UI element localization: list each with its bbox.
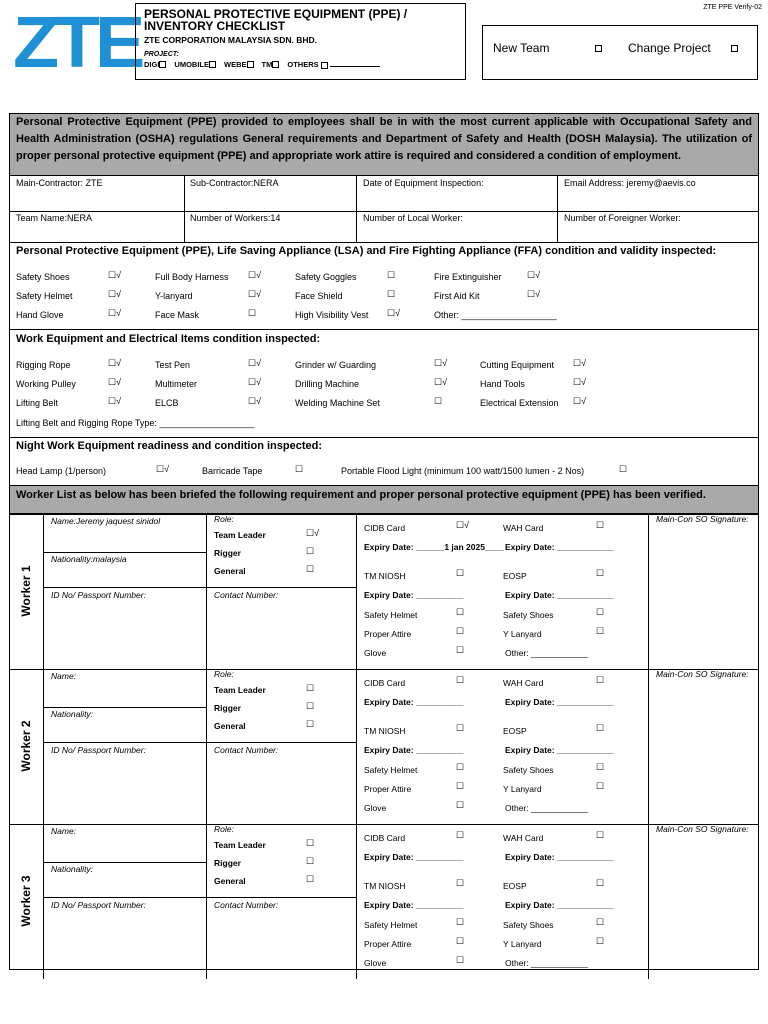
safety-helmet-label: Safety Helmet <box>364 920 418 930</box>
checkbox-icon[interactable]: ☐ <box>456 723 465 733</box>
email-field[interactable]: Email Address: jeremy@aevis.co <box>564 178 696 188</box>
checklist-item-label: Portable Flood Light (minimum 100 watt/1500 lumen - 2 Nos) <box>341 466 585 476</box>
checkbox-icon[interactable]: ☐ <box>306 564 315 574</box>
checkbox-icon[interactable]: ☐ <box>596 520 605 530</box>
checkbox-icon[interactable]: ☐ <box>456 830 465 840</box>
checklist-item-label: Hand Glove <box>16 310 64 320</box>
checkbox-icon[interactable]: ☐ <box>306 719 315 729</box>
col-border <box>43 669 44 824</box>
proper-attire-label: Proper Attire <box>364 784 412 794</box>
checklist-item-label: Drilling Machine <box>295 379 360 389</box>
worker-contact-field[interactable]: Contact Number: <box>214 590 279 600</box>
col-border <box>648 669 649 824</box>
checkbox-icon[interactable]: ☐ <box>306 546 315 556</box>
ppe-section-heading: Personal Protective Equipment (PPE), Life Saving Appliance (LSA) and Fire Fighting Appliance (FFA) condition and validity inspected: <box>16 245 717 257</box>
checklist-item-label: Y-lanyard <box>155 291 193 301</box>
col-border <box>356 514 357 669</box>
glove-label: Glove <box>364 958 387 968</box>
wah-expiry-field[interactable]: Expiry Date: ____________ <box>505 697 614 707</box>
checklist-item-label: Safety Goggles <box>295 272 357 282</box>
role-option-label: General <box>214 721 246 731</box>
safety-shoes-label: Safety Shoes <box>503 920 554 930</box>
checkbox-icon[interactable]: ☐√ <box>156 464 170 474</box>
worker-contact-field[interactable]: Contact Number: <box>214 900 279 910</box>
worker-name-field[interactable]: Name: <box>51 826 77 836</box>
checkbox-icon[interactable]: ☐ <box>306 701 315 711</box>
checkbox-icon[interactable]: ☐ <box>596 675 605 685</box>
role-option-label: Rigger <box>214 858 241 868</box>
checkbox-icon[interactable]: ☐ <box>596 781 605 791</box>
wah-expiry-field[interactable]: Expiry Date: ____________ <box>505 542 614 552</box>
checkbox-icon[interactable]: ☐√ <box>434 358 448 368</box>
checklist-item-label: Multimeter <box>155 379 198 389</box>
checkbox-icon[interactable] <box>209 61 216 68</box>
niosh-expiry-field[interactable]: Expiry Date: __________ <box>364 590 464 600</box>
checkbox-icon[interactable]: ☐√ <box>248 377 262 387</box>
checkbox-icon[interactable]: ☐√ <box>527 289 541 299</box>
checklist-item-label: High Visibility Vest <box>295 310 369 320</box>
checkbox-icon[interactable] <box>272 61 279 68</box>
project-tm[interactable]: TM <box>262 60 280 69</box>
checklist-item-label: Safety Shoes <box>16 272 70 282</box>
checklist-item-label: Test Pen <box>155 360 191 370</box>
worker-role-label: Role: <box>214 514 234 524</box>
worker-name-field[interactable]: Name:Jeremy jaquest sinidol <box>51 516 161 526</box>
worker-list-heading: Worker List as below has been briefed the following requirement and proper personal protective equipment (PPE) has been verified. <box>16 489 706 501</box>
wah-card-label: WAH Card <box>503 523 544 533</box>
checkbox-icon[interactable]: ☐√ <box>527 270 541 280</box>
checkbox-icon[interactable]: ☐ <box>306 874 315 884</box>
eosp-label: EOSP <box>503 881 527 891</box>
safety-helmet-label: Safety Helmet <box>364 610 418 620</box>
worker-label: Worker 1 <box>19 565 33 617</box>
role-option-label: General <box>214 876 246 886</box>
row-border <box>9 669 759 670</box>
cidb-card-label: CIDB Card <box>364 523 406 533</box>
eosp-label: EOSP <box>503 571 527 581</box>
worker-role-label: Role: <box>214 824 234 834</box>
checkbox-icon[interactable]: ☐ <box>456 645 465 655</box>
checkbox-icon[interactable]: ☐√ <box>108 377 122 387</box>
checkbox-icon[interactable] <box>247 61 254 68</box>
col-border <box>43 824 44 979</box>
new-team-label: New Team <box>493 41 550 55</box>
team-name-field[interactable]: Team Name:NERA <box>16 213 93 223</box>
project-umobile[interactable]: UMOBILE <box>174 60 216 69</box>
checkbox-icon[interactable]: ☐√ <box>306 528 320 538</box>
checkbox-icon[interactable]: ☐ <box>596 830 605 840</box>
safety-shoes-label: Safety Shoes <box>503 610 554 620</box>
checklist-item-label: Face Mask <box>155 310 200 320</box>
checkbox-icon[interactable]: ☐ <box>456 626 465 636</box>
checkbox-icon[interactable]: ☐ <box>596 607 605 617</box>
role-option-label: Rigger <box>214 703 241 713</box>
cidb-card-label: CIDB Card <box>364 678 406 688</box>
col-border <box>206 514 207 669</box>
checkbox-icon[interactable]: ☐√ <box>387 308 401 318</box>
checkbox-icon[interactable]: ☐ <box>306 838 315 848</box>
eosp-expiry-field[interactable]: Expiry Date: ____________ <box>505 590 614 600</box>
checkbox-icon[interactable]: ☐ <box>306 683 315 693</box>
eosp-label: EOSP <box>503 726 527 736</box>
niosh-expiry-field[interactable]: Expiry Date: __________ <box>364 745 464 755</box>
checkbox-icon[interactable]: ☐ <box>596 723 605 733</box>
niosh-expiry-field[interactable]: Expiry Date: __________ <box>364 900 464 910</box>
local-workers-field[interactable]: Number of Local Worker: <box>363 213 463 223</box>
worker-id-field[interactable]: ID No/ Passport Number: <box>51 745 146 755</box>
worker-nationality-field[interactable]: Nationality:malaysia <box>51 554 127 564</box>
eosp-expiry-field[interactable]: Expiry Date: ____________ <box>505 900 614 910</box>
team-options-box <box>482 25 758 80</box>
role-option-label: Team Leader <box>214 530 266 540</box>
row-border <box>206 897 356 898</box>
y-lanyard-label: Y Lanyard <box>503 784 542 794</box>
checkbox-icon[interactable]: ☐√ <box>248 358 262 368</box>
worker-id-field[interactable]: ID No/ Passport Number: <box>51 590 146 600</box>
project-webe[interactable]: WEBE <box>224 60 254 69</box>
intro-statement: Personal Protective Equipment (PPE) provided to employees shall be in with the most current applicable with Occupational Safety and Health Administration (OSHA) regulations General requirements and Department of Safety and Health (DOSH Malaysia). The utilization of proper personal protective equipment (PPE) and appropriate work attire is required and considered a condition of employment. <box>9 113 759 176</box>
checklist-item-label: Grinder w/ Guarding <box>295 360 377 370</box>
wah-card-label: WAH Card <box>503 833 544 843</box>
checkbox-icon[interactable] <box>321 62 328 69</box>
title-box <box>135 3 466 80</box>
worker-id-field[interactable]: ID No/ Passport Number: <box>51 900 146 910</box>
checklist-item-label: Lifting Belt <box>16 398 59 408</box>
change-project-label: Change Project <box>628 41 711 55</box>
new-team-checkbox[interactable] <box>595 45 602 52</box>
checkbox-icon[interactable]: ☐ <box>456 917 465 927</box>
checklist-item-label: Fire Extinguisher <box>434 272 502 282</box>
checklist-item-label: Rigging Rope <box>16 360 71 370</box>
worker-label: Worker 3 <box>19 875 33 927</box>
checkbox-icon[interactable]: ☐ <box>596 568 605 578</box>
checkbox-icon[interactable]: ☐ <box>387 289 396 299</box>
project-others[interactable]: OTHERS <box>287 59 379 69</box>
row-border <box>9 824 759 825</box>
checkbox-icon[interactable]: ☐√ <box>108 308 122 318</box>
checkbox-icon[interactable]: ☐√ <box>108 270 122 280</box>
checkbox-icon[interactable]: ☐ <box>456 568 465 578</box>
checkbox-icon[interactable]: ☐ <box>456 878 465 888</box>
glove-label: Glove <box>364 803 387 813</box>
checklist-item-label: ELCB <box>155 398 179 408</box>
col-border <box>206 824 207 979</box>
worker-label: Worker 2 <box>19 720 33 772</box>
role-option-label: Rigger <box>214 548 241 558</box>
checkbox-icon[interactable]: ☐ <box>596 917 605 927</box>
checkbox-icon[interactable]: ☐ <box>596 762 605 772</box>
checkbox-icon[interactable]: ☐√ <box>108 396 122 406</box>
checklist-item-label: Other: ___________________ <box>434 310 557 320</box>
checkbox-icon[interactable]: ☐ <box>596 626 605 636</box>
other-field[interactable]: Other: ____________ <box>505 803 588 813</box>
row-border <box>9 514 759 515</box>
y-lanyard-label: Y Lanyard <box>503 939 542 949</box>
checklist-item-label: First Aid Kit <box>434 291 480 301</box>
change-project-checkbox[interactable] <box>731 45 738 52</box>
checklist-item-label: Safety Helmet <box>16 291 73 301</box>
checkbox-icon[interactable] <box>159 61 166 68</box>
checkbox-icon[interactable]: ☐ <box>295 464 304 474</box>
checkbox-icon[interactable]: ☐ <box>596 936 605 946</box>
checkbox-icon[interactable]: ☐ <box>456 955 465 965</box>
col-border <box>356 669 357 824</box>
row-border <box>43 707 206 708</box>
checkbox-icon[interactable]: ☐√ <box>573 358 587 368</box>
signature-field[interactable]: Main-Con SO Signature: <box>656 824 749 834</box>
checkbox-icon[interactable]: ☐ <box>456 781 465 791</box>
checklist-item-label: Working Pulley <box>16 379 76 389</box>
row-border <box>43 897 206 898</box>
eosp-expiry-field[interactable]: Expiry Date: ____________ <box>505 745 614 755</box>
checkbox-icon[interactable]: ☐√ <box>108 358 122 368</box>
col-border <box>356 824 357 979</box>
checkbox-icon[interactable]: ☐√ <box>573 396 587 406</box>
checklist-item-label: Head Lamp (1/person) <box>16 466 107 476</box>
checkbox-icon[interactable]: ☐√ <box>248 270 262 280</box>
wah-expiry-field[interactable]: Expiry Date: ____________ <box>505 852 614 862</box>
worker-contact-field[interactable]: Contact Number: <box>214 745 279 755</box>
safety-shoes-label: Safety Shoes <box>503 765 554 775</box>
checkbox-icon[interactable]: ☐ <box>434 396 443 406</box>
row-border <box>43 742 206 743</box>
signature-field[interactable]: Main-Con SO Signature: <box>656 669 749 679</box>
checkbox-icon[interactable]: ☐ <box>456 675 465 685</box>
col-border <box>206 669 207 824</box>
tm-niosh-label: TM NIOSH <box>364 571 406 581</box>
project-options <box>144 59 457 69</box>
y-lanyard-label: Y Lanyard <box>503 629 542 639</box>
checkbox-icon[interactable]: ☐ <box>456 800 465 810</box>
project-digi[interactable]: DIGI <box>144 60 166 69</box>
checkbox-icon[interactable]: ☐ <box>456 762 465 772</box>
worker-nationality-field[interactable]: Nationality: <box>51 709 94 719</box>
proper-attire-label: Proper Attire <box>364 939 412 949</box>
zte-logo: ZTE <box>13 3 141 83</box>
wah-card-label: WAH Card <box>503 678 544 688</box>
row-border <box>206 587 356 588</box>
col-border <box>648 514 649 669</box>
rope-type-field[interactable]: Lifting Belt and Rigging Rope Type: ___________________ <box>16 418 255 428</box>
role-option-label: General <box>214 566 246 576</box>
others-blank[interactable] <box>330 59 380 67</box>
work-section-heading: Work Equipment and Electrical Items condition inspected: <box>16 333 321 345</box>
foreign-workers-field[interactable]: Number of Foreigner Worker: <box>564 213 681 223</box>
checklist-item-label: Hand Tools <box>480 379 525 389</box>
worker-role-label: Role: <box>214 669 234 679</box>
checkbox-icon[interactable]: ☐ <box>248 308 257 318</box>
night-section-heading: Night Work Equipment readiness and condition inspected: <box>16 440 322 452</box>
row-border <box>43 862 206 863</box>
row-border <box>206 742 356 743</box>
main-contractor-field[interactable]: Main-Contractor: ZTE <box>16 178 103 188</box>
cidb-card-label: CIDB Card <box>364 833 406 843</box>
title-line2: INVENTORY CHECKLIST <box>144 19 286 33</box>
role-option-label: Team Leader <box>214 685 266 695</box>
row-border <box>43 552 206 553</box>
checklist-item-label: Barricade Tape <box>202 466 263 476</box>
signature-field[interactable]: Main-Con SO Signature: <box>656 514 749 524</box>
checkbox-icon[interactable]: ☐√ <box>434 377 448 387</box>
role-option-label: Team Leader <box>214 840 266 850</box>
tm-niosh-label: TM NIOSH <box>364 881 406 891</box>
cidb-expiry-field[interactable]: Expiry Date: ______1 jan 2025____ <box>364 542 504 552</box>
checklist-item-label: Full Body Harness <box>155 272 229 282</box>
title-line1: PERSONAL PROTECTIVE EQUIPMENT (PPE) / <box>144 7 408 21</box>
checklist-item-label: Face Shield <box>295 291 343 301</box>
checkbox-icon[interactable]: ☐ <box>306 856 315 866</box>
project-label: PROJECT: <box>144 51 179 58</box>
checkbox-icon[interactable]: ☐√ <box>248 289 262 299</box>
col-border <box>43 514 44 669</box>
safety-helmet-label: Safety Helmet <box>364 765 418 775</box>
checkbox-icon[interactable]: ☐ <box>387 270 396 280</box>
worker-nationality-field[interactable]: Nationality: <box>51 864 94 874</box>
checkbox-icon[interactable]: ☐√ <box>456 520 470 530</box>
checkbox-icon[interactable]: ☐ <box>456 936 465 946</box>
checkbox-icon[interactable]: ☐ <box>619 464 628 474</box>
col-border <box>648 824 649 979</box>
other-field[interactable]: Other: ____________ <box>505 648 588 658</box>
cidb-expiry-field[interactable]: Expiry Date: __________ <box>364 852 464 862</box>
worker-name-field[interactable]: Name: <box>51 671 77 681</box>
glove-label: Glove <box>364 648 387 658</box>
checkbox-icon[interactable]: ☐√ <box>108 289 122 299</box>
checkbox-icon[interactable]: ☐√ <box>248 396 262 406</box>
sub-contractor-field[interactable]: Sub-Contractor:NERA <box>190 178 279 188</box>
cidb-expiry-field[interactable]: Expiry Date: __________ <box>364 697 464 707</box>
checklist-item-label: Electrical Extension <box>480 398 559 408</box>
checklist-item-label: Cutting Equipment <box>480 360 555 370</box>
workers-field[interactable]: Number of Workers:14 <box>190 213 281 223</box>
checklist-item-label: Welding Machine Set <box>295 398 380 408</box>
other-field[interactable]: Other: ____________ <box>505 958 588 968</box>
proper-attire-label: Proper Attire <box>364 629 412 639</box>
checkbox-icon[interactable]: ☐ <box>456 607 465 617</box>
tm-niosh-label: TM NIOSH <box>364 726 406 736</box>
checkbox-icon[interactable]: ☐ <box>596 878 605 888</box>
doc-code: ZTE PPE Verify-02 <box>703 4 762 11</box>
checkbox-icon[interactable]: ☐√ <box>573 377 587 387</box>
company-name: ZTE CORPORATION MALAYSIA SDN. BHD. <box>144 35 317 45</box>
row-border <box>43 587 206 588</box>
inspection-date-field[interactable]: Date of Equipment Inspection: <box>363 178 484 188</box>
